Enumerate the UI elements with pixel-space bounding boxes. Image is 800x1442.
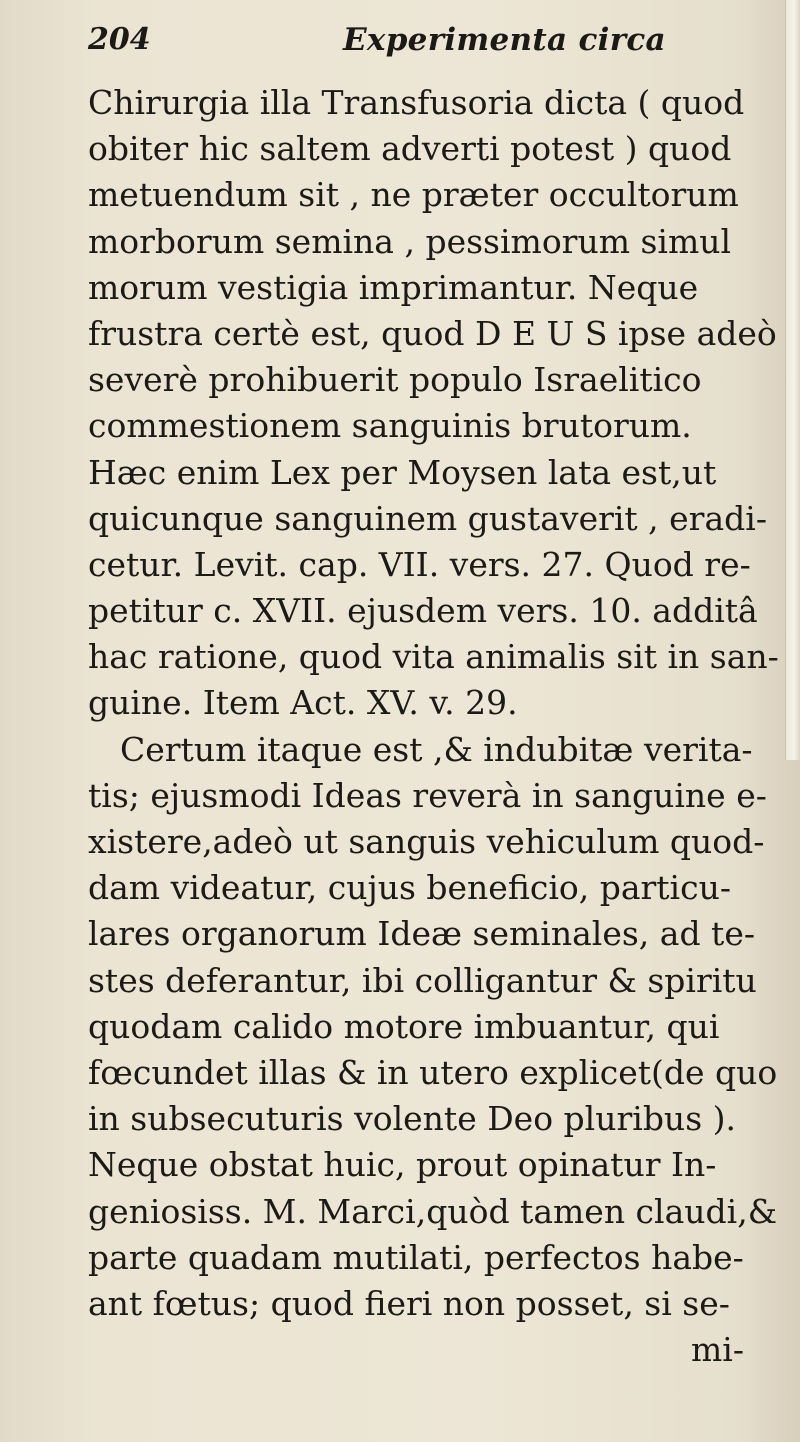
text-line: ant fœtus; quod fieri non posset, si se- (88, 1283, 730, 1323)
running-title: Experimenta circa (343, 22, 666, 58)
page-header (88, 22, 788, 74)
text-line: commestionem sanguinis brutorum. (88, 406, 692, 446)
text-line: geniosiss. M. Marci,quòd tamen claudi,& (88, 1191, 778, 1231)
text-line: Chirurgia illa Transfusoria dicta ( quod (88, 83, 745, 122)
text-line: tis; ejusmodi Ideas reverà in sanguine e- (88, 775, 767, 815)
text-line: morborum semina , pessimorum simul (88, 221, 732, 261)
text-line: Neque obstat huic, prout opinatur In- (88, 1145, 717, 1185)
text-line: dam videatur, cujus beneficio, particu- (88, 868, 732, 908)
text-line: severè prohibuerit populo Israelitico (88, 360, 702, 400)
text-line: in subsecuturis volente Deo pluribus ). (88, 1099, 736, 1139)
text-line: cetur. Levit. cap. VII. vers. 27. Quod re- (88, 544, 751, 584)
text-line: parte quadam mutilati, perfectos habe- (88, 1237, 744, 1277)
text-line: xistere,adeò ut sanguis vehiculum quod- (88, 822, 765, 861)
text-line: hac ratione, quod vita animalis sit in san- (88, 637, 779, 677)
text-line: fœcundet illas & in utero explicet(de quo (88, 1052, 778, 1092)
text-line: guine. Item Act. XV. v. 29. (88, 683, 518, 723)
text-line: metuendum sit , ne præter occultorum (88, 175, 739, 215)
text-line: obiter hic saltem adverti potest ) quod (88, 129, 732, 169)
text-line: lares organorum Ideæ seminales, ad te- (88, 914, 755, 954)
text-line: quodam calido motore imbuantur, qui (88, 1006, 720, 1046)
body-text (88, 80, 788, 1373)
text-line: Hæc enim Lex per Moysen lata est,ut (88, 452, 717, 492)
catchword: mi- (691, 1330, 744, 1370)
text-line: stes deferantur, ibi colligantur & spiritu (88, 960, 757, 1000)
text-line: Certum itaque est ,& indubitæ verita- (120, 729, 753, 769)
text-line: morum vestigia imprimantur. Neque (88, 267, 699, 307)
text-line: quicunque sanguinem gustaverit , eradi- (88, 498, 767, 538)
text-line: petitur c. XVII. ejusdem vers. 10. additâ (88, 591, 758, 631)
page-number: 204 (88, 22, 151, 57)
text-line: frustra certè est, quod D E U S ipse adeò (88, 313, 777, 353)
